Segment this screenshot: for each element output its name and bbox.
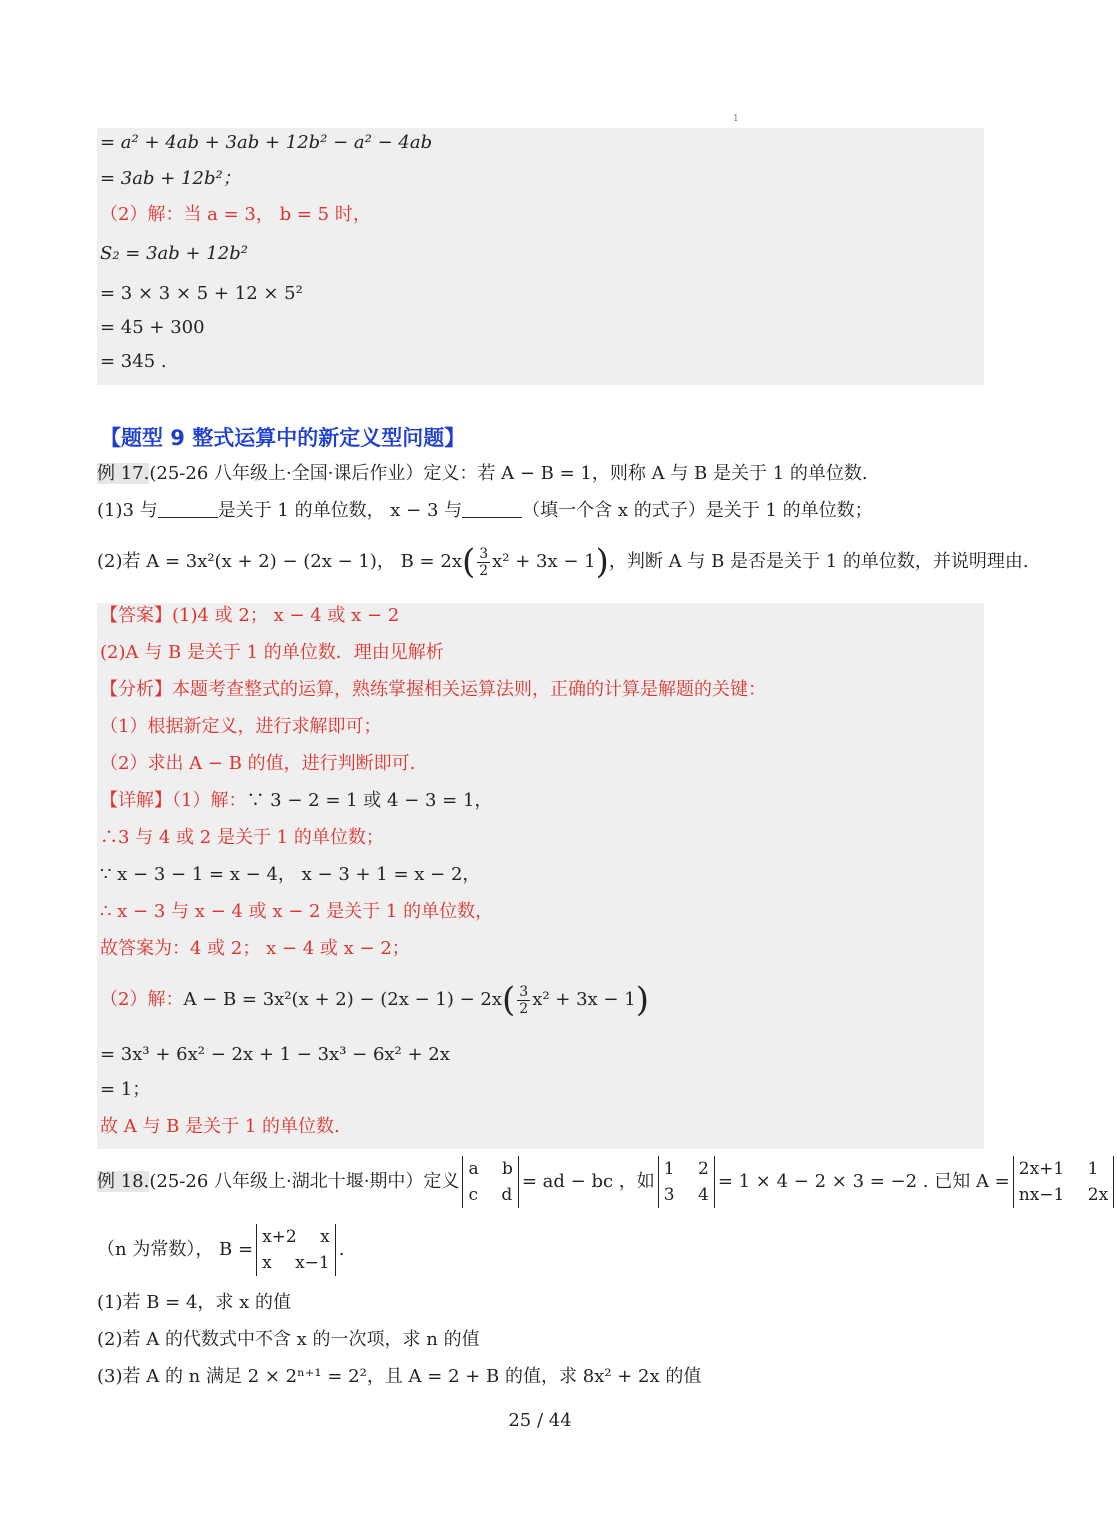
question-text: 是关于 1 的单位数， x − 3 与	[217, 500, 463, 521]
question-text: (2)若 A = 3x²(x + 2) − (2x − 1)， B = 2x	[97, 551, 462, 572]
solution-line: = 3 × 3 × 5 + 12 × 5²	[100, 283, 303, 304]
determinant-a	[1013, 1156, 1114, 1208]
open-paren: (	[502, 980, 516, 1020]
answer-text: A − B = 3x²(x + 2) − (2x − 1) − 2x	[183, 989, 503, 1010]
answer-line: (2)A 与 B 是关于 1 的单位数．理由见解析	[100, 642, 444, 663]
question-text: （填一个含 x 的式子）是关于 1 的单位数；	[522, 500, 873, 521]
determinant-row: x+2 x	[262, 1227, 330, 1247]
answer-line: ∴ x − 3 与 x − 4 或 x − 2 是关于 1 的单位数，	[100, 901, 494, 922]
header-tick-mark: 1	[733, 114, 739, 124]
fraction-denominator: 2	[479, 562, 489, 579]
solution-line: = 3ab + 12b²；	[100, 168, 241, 189]
fraction	[517, 984, 530, 1017]
example-18-question-2: (2)若 A 的代数式中不含 x 的一次项，求 n 的值	[97, 1329, 480, 1350]
answer-text: 【详解】（1）解：	[100, 790, 247, 811]
fraction-numerator: 3	[479, 545, 489, 562]
page-number: 25 / 44	[508, 1410, 572, 1431]
example-17-label: 例 17.	[97, 463, 150, 484]
section-title: 【题型 9 整式运算中的新定义型问题】	[100, 426, 466, 450]
question-text: (1)3 与	[97, 500, 158, 521]
solution-line: = a² + 4ab + 3ab + 12b² − a² − 4ab	[100, 132, 433, 153]
close-paren: )	[595, 542, 609, 582]
example-18-question-3: (3)若 A 的 n 满足 2 × 2ⁿ⁺¹ = 2²，且 A = 2 + B 的值，求 8x² + 2x 的值	[97, 1366, 702, 1387]
determinant-row: c d	[468, 1185, 513, 1205]
answer-blank[interactable]	[462, 499, 522, 518]
example-18-stem-line-2	[97, 1222, 344, 1278]
example-18-label: 例 18.	[97, 1171, 150, 1192]
determinant-row: x x−1	[262, 1253, 330, 1273]
solution-line: = 45 + 300	[100, 317, 205, 338]
question-text: = ad − bc ，如	[521, 1171, 655, 1192]
example-18-stem-line	[97, 1154, 1117, 1210]
fraction	[477, 546, 490, 579]
determinant-row: 3 4	[663, 1185, 709, 1205]
answer-text: （2）解：	[100, 989, 184, 1010]
answer-line: 故 A 与 B 是关于 1 的单位数.	[100, 1116, 340, 1137]
answer-line: = 3x³ + 6x² − 2x + 1 − 3x³ − 6x² + 2x	[100, 1044, 450, 1065]
answer-text: ∵ 3 − 2 = 1 或 4 − 3 = 1，	[246, 790, 493, 811]
fraction-numerator: 3	[519, 983, 529, 1000]
answer-line	[100, 789, 492, 813]
answer-line: 【答案】(1)4 或 2； x − 4 或 x − 2	[100, 605, 400, 626]
answer-line: ∵ x − 3 − 1 = x − 4， x − 3 + 1 = x − 2，	[100, 864, 481, 885]
example-17-stem: (25-26 八年级上·全国·课后作业）定义：若 A − B = 1，则称 A 与 B 是关于 1 的单位数.	[149, 463, 868, 484]
determinant-row: 1 2	[663, 1159, 709, 1179]
question-text: = 1 × 4 − 2 × 3 = −2 . 已知 A =	[717, 1171, 1010, 1192]
answer-line: = 1；	[100, 1079, 151, 1100]
question-text: (25-26 八年级上·湖北十堰·期中）定义	[149, 1171, 460, 1192]
question-text: x² + 3x − 1	[492, 551, 596, 572]
answer-line: 【分析】本题考查整式的运算，熟练掌握相关运算法则，正确的计算是解题的关键：	[100, 679, 766, 700]
answer-text: x² + 3x − 1	[532, 989, 636, 1010]
example-17-question-2	[97, 540, 1029, 584]
determinant-b	[256, 1224, 336, 1276]
solution-line: S₂ = 3ab + 12b²	[100, 243, 248, 264]
question-text: .	[338, 1239, 345, 1260]
answer-line: ∴3 与 4 或 2 是关于 1 的单位数；	[100, 827, 384, 848]
determinant-example	[658, 1156, 715, 1208]
solution-line: = 345 .	[100, 351, 167, 372]
determinant-row: 2x+1 1	[1018, 1159, 1099, 1179]
example-17-stem-line	[97, 462, 868, 486]
solution-line: （2）解：当 a = 3， b = 5 时，	[100, 204, 371, 225]
close-paren: )	[635, 980, 649, 1020]
open-paren: (	[461, 542, 476, 582]
question-text: ，判断 A 与 B 是否是关于 1 的单位数，并说明理由.	[608, 551, 1029, 572]
answer-line	[100, 978, 649, 1022]
answer-line: （2）求出 A − B 的值，进行判断即可.	[100, 753, 416, 774]
fraction-denominator: 2	[519, 1000, 529, 1017]
example-18-question-1: (1)若 B = 4，求 x 的值	[97, 1292, 292, 1313]
determinant-row: nx−1 2x	[1018, 1185, 1109, 1205]
question-text: （n 为常数）， B =	[97, 1239, 254, 1260]
determinant-row: a b	[468, 1159, 513, 1179]
answer-blank[interactable]	[158, 499, 218, 518]
determinant-definition	[462, 1156, 518, 1208]
example-17-question-1	[97, 499, 873, 523]
answer-line: 故答案为：4 或 2； x − 4 或 x − 2；	[100, 938, 410, 959]
answer-line: （1）根据新定义，进行求解即可；	[100, 716, 382, 737]
